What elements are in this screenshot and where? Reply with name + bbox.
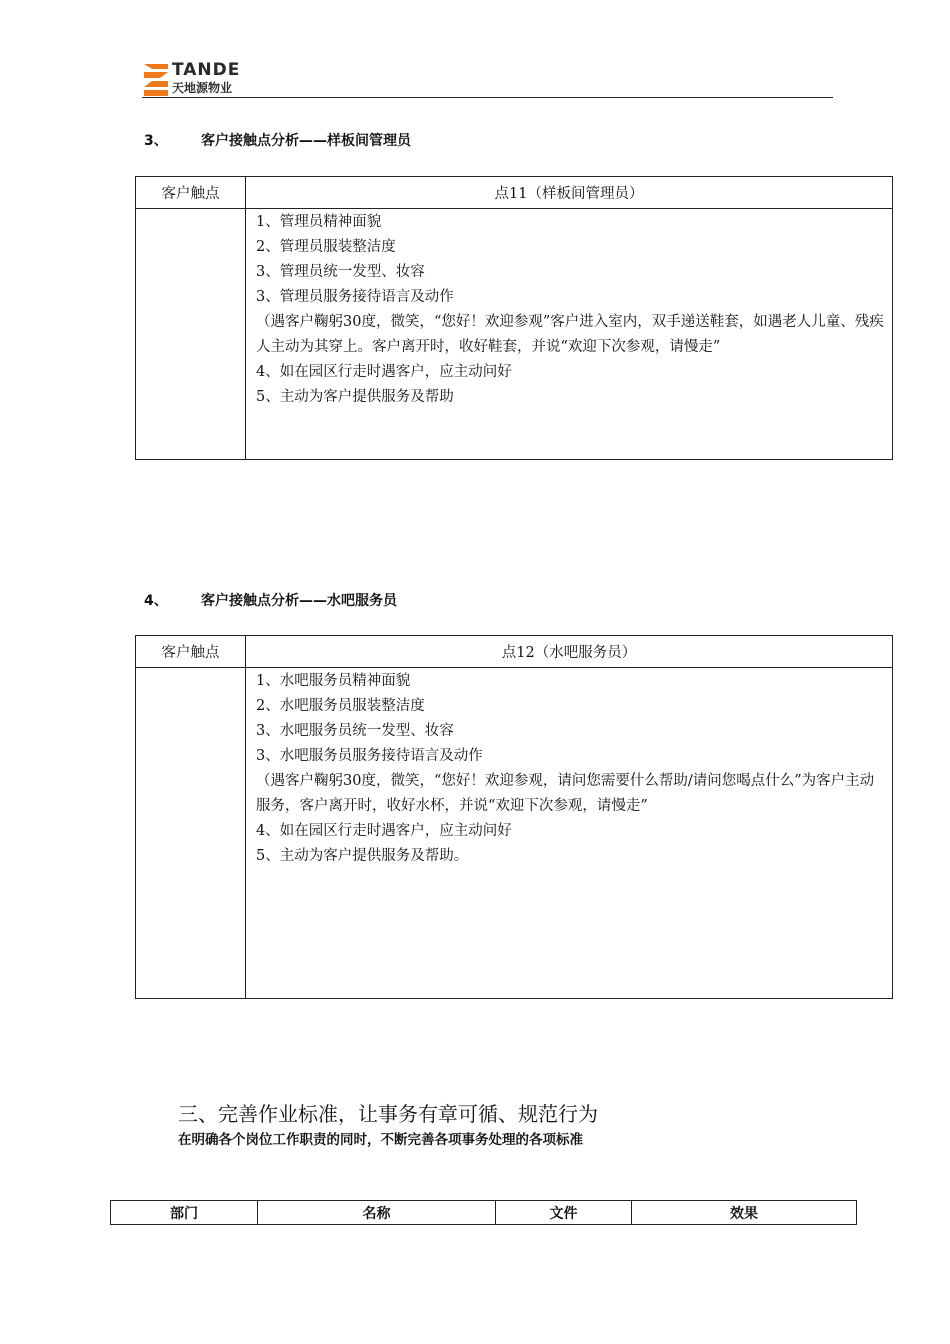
- list-item: （遇客户鞠躬30度，微笑，“您好！欢迎参观”客户进入室内，双手递送鞋套，如遇老人儿童、残疾人主动为其穿上。客户离开时，收好鞋套，并说“欢迎下次参观，请慢走”: [256, 314, 884, 355]
- section4-heading: [144, 590, 397, 610]
- standards-table: [110, 1200, 857, 1225]
- logo-text: TANDE: [172, 60, 241, 80]
- section3-title: 客户接触点分析——样板间管理员: [201, 133, 411, 149]
- list-item: 4、如在园区行走时遇客户，应主动问好: [256, 364, 512, 380]
- header-cell-department: 部门: [111, 1201, 258, 1225]
- logo-subtext: 天地源物业: [172, 81, 233, 95]
- list-item: 5、主动为客户提供服务及帮助。: [256, 848, 469, 864]
- company-logo: [142, 60, 242, 100]
- header-divider: [142, 97, 833, 98]
- section3-table: [135, 176, 893, 460]
- list-item: 3、水吧服务员服务接待语言及动作: [256, 748, 483, 764]
- header-cell-effect: 效果: [632, 1201, 857, 1225]
- part3-subheading: 在明确各个岗位工作职责的同时，不断完善各项事务处理的各项标准: [178, 1132, 583, 1148]
- section4-content-cell: [246, 668, 893, 999]
- list-item: 3、管理员服务接待语言及动作: [256, 289, 454, 305]
- list-item: 5、主动为客户提供服务及帮助: [256, 389, 454, 405]
- header-cell-name: 名称: [258, 1201, 496, 1225]
- section4-col1-header: 客户触点: [136, 636, 246, 668]
- section3-col1-header: 客户触点: [136, 177, 246, 209]
- list-item: 1、管理员精神面貌: [256, 214, 382, 230]
- section4-touchpoint-cell: [136, 668, 246, 999]
- section3-touchpoint-cell: [136, 209, 246, 460]
- logo-mark-icon: [142, 62, 170, 98]
- list-item: （遇客户鞠躬30度，微笑，“您好！欢迎参观，请问您需要什么帮助/请问您喝点什么”为客户主动服务，客户离开时，收好水杯，并说“欢迎下次参观，请慢走”: [256, 773, 875, 814]
- list-item: 2、管理员服装整洁度: [256, 239, 396, 255]
- list-item: 1、水吧服务员精神面貌: [256, 673, 411, 689]
- header-cell-file: 文件: [496, 1201, 632, 1225]
- section3-number: 3、: [144, 133, 168, 149]
- section3-content-cell: [246, 209, 893, 460]
- table-row: [111, 1201, 857, 1225]
- list-item: 2、水吧服务员服装整洁度: [256, 698, 425, 714]
- section4-table: [135, 635, 893, 999]
- list-item: 4、如在园区行走时遇客户，应主动问好: [256, 823, 512, 839]
- section4-number: 4、: [144, 593, 168, 609]
- section3-heading: [144, 130, 411, 150]
- section4-title: 客户接触点分析——水吧服务员: [201, 593, 397, 609]
- list-item: 3、管理员统一发型、妆容: [256, 264, 425, 280]
- section3-col2-header: 点11（样板间管理员）: [246, 177, 893, 209]
- list-item: 3、水吧服务员统一发型、妆容: [256, 723, 454, 739]
- part3-heading: 三、完善作业标准，让事务有章可循、规范行为: [178, 1102, 598, 1126]
- section4-col2-header: 点12（水吧服务员）: [246, 636, 893, 668]
